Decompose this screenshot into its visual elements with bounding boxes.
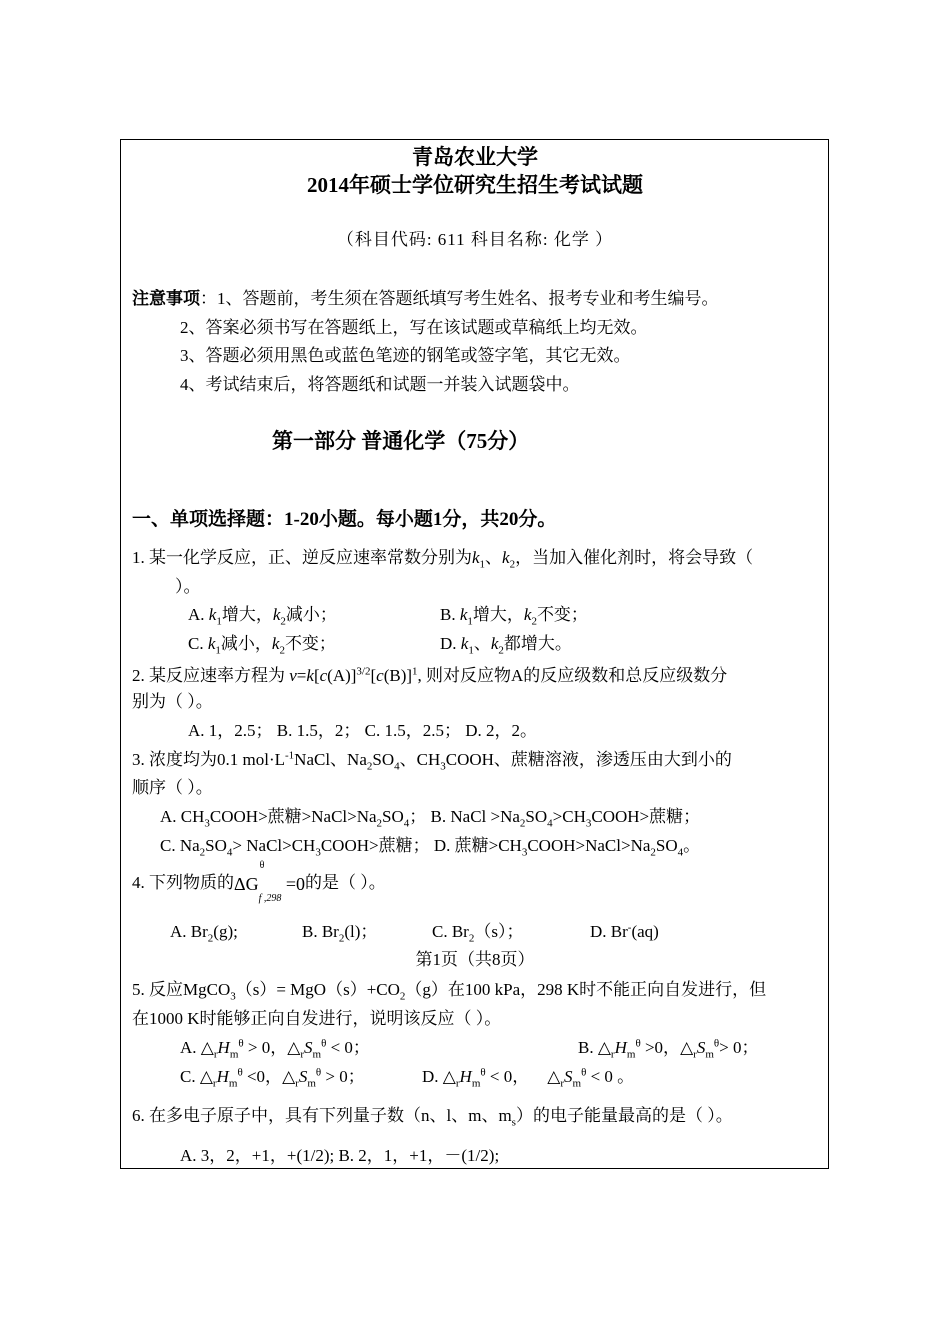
q4-option-a: A. $Br_2(g)$;: [170, 922, 238, 945]
q2-stem-cont: 别为（ ）。: [132, 692, 213, 711]
notice-item-1: 注意事项：1、答题前，考生须在答题纸填写考生姓名、报考专业和考生编号。: [132, 289, 719, 308]
q5-option-d: D. $\triangle_rH_m^\theta < 0$， $\triangle_rS_m^\theta < 0$ 。: [422, 1066, 635, 1090]
q1-option-d: D. $k_1$、$k_2$都增大。: [440, 634, 572, 657]
q1-stem: 1. 某一化学反应，正、逆反应速率常数分别为$k_1$、$k_2$，当加入催化剂时，将会导致（: [132, 548, 754, 571]
notice-item-4: 4、考试结束后，将答题纸和试题一并装入试题袋中。: [180, 375, 580, 394]
q6-options: A. 3，2，+1，+(1/2); B. 2，1，+1，－(1/2);: [180, 1146, 500, 1165]
q3-stem: 3. 浓度均为0.1 $mol\cdot L^{-1}NaCl$、$Na_2SO_4$、$CH_3COOH$、蔗糖溶液，渗透压由大到小的: [132, 749, 732, 773]
exam-title: 2014年硕士学位研究生招生考试试题: [307, 173, 643, 197]
q1-option-c: C. $k_1$减小，$k_2$不变；: [188, 634, 336, 657]
subject-line: （科目代码: 611 科目名称: 化学 ）: [336, 230, 614, 249]
q3-options-cd: C. $Na_2SO_4>$ $NaCl>CH_3COOH>$蔗糖； D. 蔗糖$>CH_3COOH>NaCl>Na_2SO_4$。: [160, 836, 701, 859]
q5-option-a: A. $\triangle_rH_m^\theta > 0$，$\triangle_rS_m^\theta < 0$；: [180, 1037, 370, 1061]
q3-stem-cont: 顺序（ ）。: [132, 778, 213, 797]
q5-option-c: C. $\triangle_rH_m^\theta <0$，$\triangle_rS_m^\theta > 0$；: [180, 1066, 365, 1090]
q4-option-b: B. $Br_2(l)$；: [302, 922, 378, 945]
q1-option-a: A. $k_1$增大，$k_2$减小；: [188, 605, 337, 628]
q2-options: A. 1，2.5； B. 1.5，2； C. 1.5，2.5； D. 2，2。: [188, 721, 537, 740]
notice-item-3: 3、答题必须用黑色或蓝色笔迹的钢笔或签字笔，其它无效。: [180, 346, 631, 365]
section-title: 一、单项选择题：1-20小题。每小题1分，共20分。: [132, 509, 557, 530]
page-number: 第1页（共8页）: [415, 950, 535, 969]
q4-stem: 4. 下列物质的ΔG θ $_{f ,298}$ =0的是（ ）。: [132, 860, 386, 904]
part-title: 第一部分 普通化学（75分）: [272, 429, 530, 453]
notice-label: 注意事项: [132, 289, 200, 308]
q1-option-b: B. $k_1$增大，$k_2$不变；: [440, 605, 588, 628]
q3-options-ab: A. $CH_3COOH>$蔗糖$>NaCl>Na_2SO_4$； B. NaCl $>Na_2SO_4>CH_3COOH>$蔗糖；: [160, 807, 701, 830]
q5-stem-cont: 在1000 K时能够正向自发进行，说明该反应（ ）。: [132, 1009, 502, 1028]
q5-option-b: B. $\triangle_rH_m^\theta >0$，$\triangle_rS_m^\theta> 0$；: [578, 1037, 759, 1061]
university-name: 青岛农业大学: [412, 145, 538, 169]
q5-stem: 5. 反应MgCO$_3$（s）= $MgO(s)+CO_2(g)$在100 kPa，298 K时不能正向自发进行，但: [132, 980, 767, 1003]
q2-stem: 2. 某反应速率方程为 $v=k[c(A)]^{3/2}[c(B)]^1$, 则对反应物A的反应级数和总反应级数分: [132, 665, 728, 685]
q4-option-d: D. Br-(aq): [590, 921, 659, 941]
q6-stem: 6. 在多电子原子中，具有下列量子数（n、l、m、$m_s$）的电子能量最高的是（ ）。: [132, 1106, 733, 1129]
q1-stem-cont: ）。: [175, 577, 201, 596]
gibbs-formula: ΔG θ $_{f ,298}$ =0: [234, 860, 306, 904]
q4-option-c: C. $Br_2(s)$；: [432, 922, 524, 945]
notice-item-2: 2、答案必须书写在答题纸上，写在该试题或草稿纸上均无效。: [180, 318, 648, 337]
